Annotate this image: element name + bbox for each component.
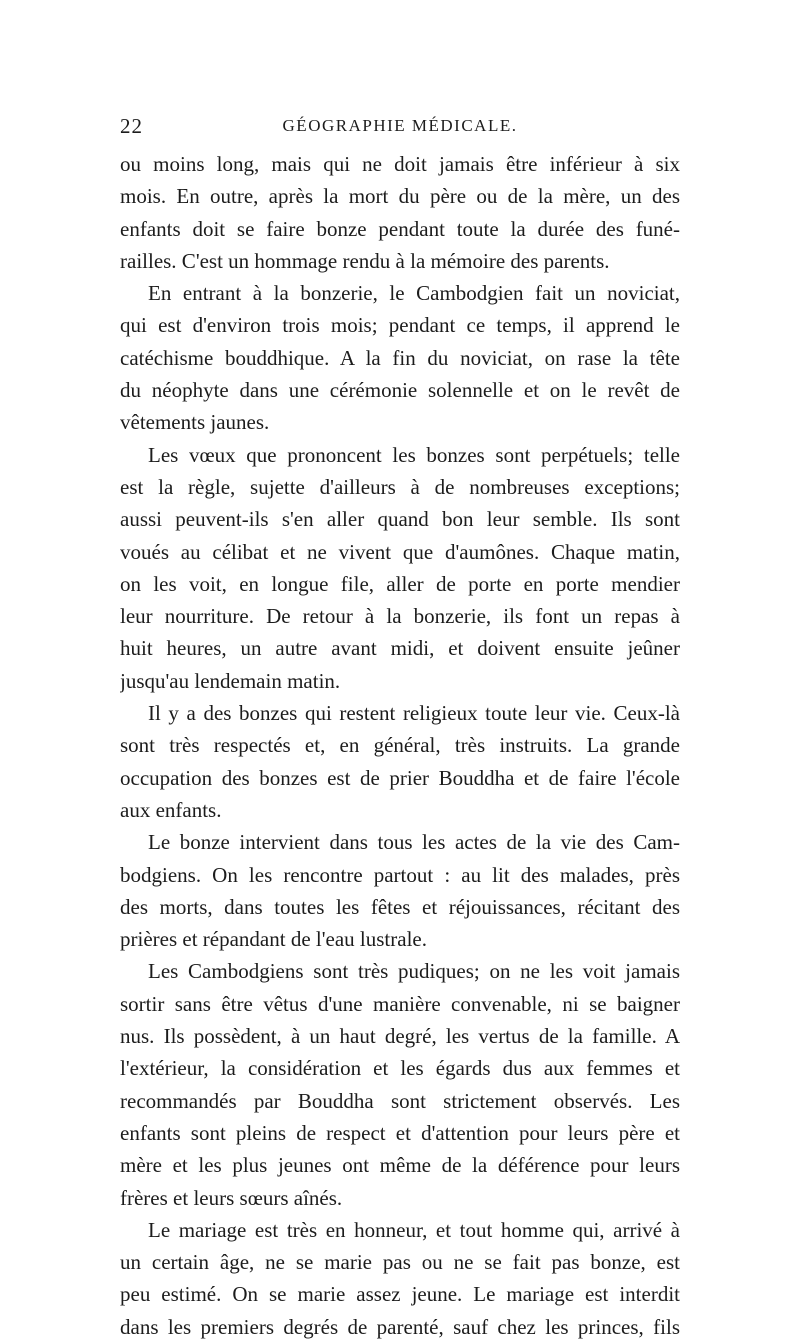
text-line: Les vœux que prononcent les bonzes sont perpétuels; telle bbox=[148, 442, 680, 467]
page-number: 22 bbox=[120, 114, 143, 138]
text-line: dans les premiers degrés de parenté, sauf chez les princes, fils bbox=[120, 1314, 680, 1339]
text-line: des morts, dans toutes les fêtes et réjouissances, récitant des bbox=[120, 894, 680, 919]
running-title: GÉOGRAPHIE MÉDICALE. bbox=[282, 116, 518, 135]
text-line: sont très respectés et, en général, très instruits. La grande bbox=[120, 733, 680, 758]
text-line: mère et les plus jeunes ont même de la déférence pour leurs bbox=[120, 1153, 680, 1178]
text-line: huit heures, un autre avant midi, et doivent ensuite jeûner bbox=[120, 636, 680, 661]
text-line: sortir sans être vêtus d'une manière convenable, ni se baigner bbox=[120, 991, 680, 1016]
text-line: occupation des bonzes est de prier Bouddha et de faire l'école bbox=[120, 765, 680, 790]
text-line: aux enfants. bbox=[120, 797, 222, 822]
text-line: En entrant à la bonzerie, le Cambodgien fait un noviciat, bbox=[148, 281, 680, 306]
text-line: railles. C'est un hommage rendu à la mémoire des parents. bbox=[120, 248, 610, 273]
text-line: un certain âge, ne se marie pas ou ne se fait pas bonze, est bbox=[120, 1250, 680, 1275]
text-line: est la règle, sujette d'ailleurs à de nombreuses exceptions; bbox=[120, 474, 680, 499]
text-line: enfants sont pleins de respect et d'attention pour leurs père et bbox=[120, 1120, 680, 1145]
text-line: Le bonze intervient dans tous les actes de la vie des Cam- bbox=[148, 830, 680, 855]
text-line: aussi peuvent-ils s'en aller quand bon leur semble. Ils sont bbox=[120, 507, 680, 532]
text-line: nus. Ils possèdent, à un haut degré, les vertus de la famille. A bbox=[120, 1024, 680, 1049]
text-line: enfants doit se faire bonze pendant toute la durée des funé- bbox=[120, 216, 680, 241]
text-line: Il y a des bonzes qui restent religieux toute leur vie. Ceux-là bbox=[148, 701, 680, 726]
text-line: ou moins long, mais qui ne doit jamais être inférieur à six bbox=[120, 152, 680, 176]
text-line: qui est d'environ trois mois; pendant ce temps, il apprend le bbox=[120, 313, 680, 338]
text-line: frères et leurs sœurs aînés. bbox=[120, 1185, 343, 1210]
text-line: Le mariage est très en honneur, et tout homme qui, arrivé à bbox=[148, 1217, 680, 1242]
text-line: vêtements jaunes. bbox=[120, 410, 270, 435]
text-line: l'extérieur, la considération et les égards dus aux femmes et bbox=[120, 1056, 680, 1081]
text-line: Les Cambodgiens sont très pudiques; on ne les voit jamais bbox=[148, 959, 680, 984]
text-line: jusqu'au lendemain matin. bbox=[120, 668, 341, 693]
body-text bbox=[120, 148, 680, 1343]
text-line: recommandés par Bouddha sont strictement observés. Les bbox=[120, 1088, 680, 1113]
text-line: du néophyte dans une cérémonie solennelle et on le revêt de bbox=[120, 378, 680, 403]
text-line: peu estimé. On se marie assez jeune. Le mariage est interdit bbox=[120, 1282, 680, 1307]
text-line: mois. En outre, après la mort du père ou de la mère, un des bbox=[120, 184, 680, 209]
text-line: on les voit, en longue file, aller de porte en porte mendier bbox=[120, 571, 680, 596]
text-line: bodgiens. On les rencontre partout : au lit des malades, près bbox=[120, 862, 680, 887]
text-line: leur nourriture. De retour à la bonzerie, ils font un repas à bbox=[120, 604, 680, 629]
page-header bbox=[120, 114, 680, 142]
text-line: voués au célibat et ne vivent que d'aumônes. Chaque matin, bbox=[120, 539, 680, 564]
text-line: catéchisme bouddhique. A la fin du noviciat, on rase la tête bbox=[120, 345, 680, 370]
text-line: prières et répandant de l'eau lustrale. bbox=[120, 927, 427, 952]
